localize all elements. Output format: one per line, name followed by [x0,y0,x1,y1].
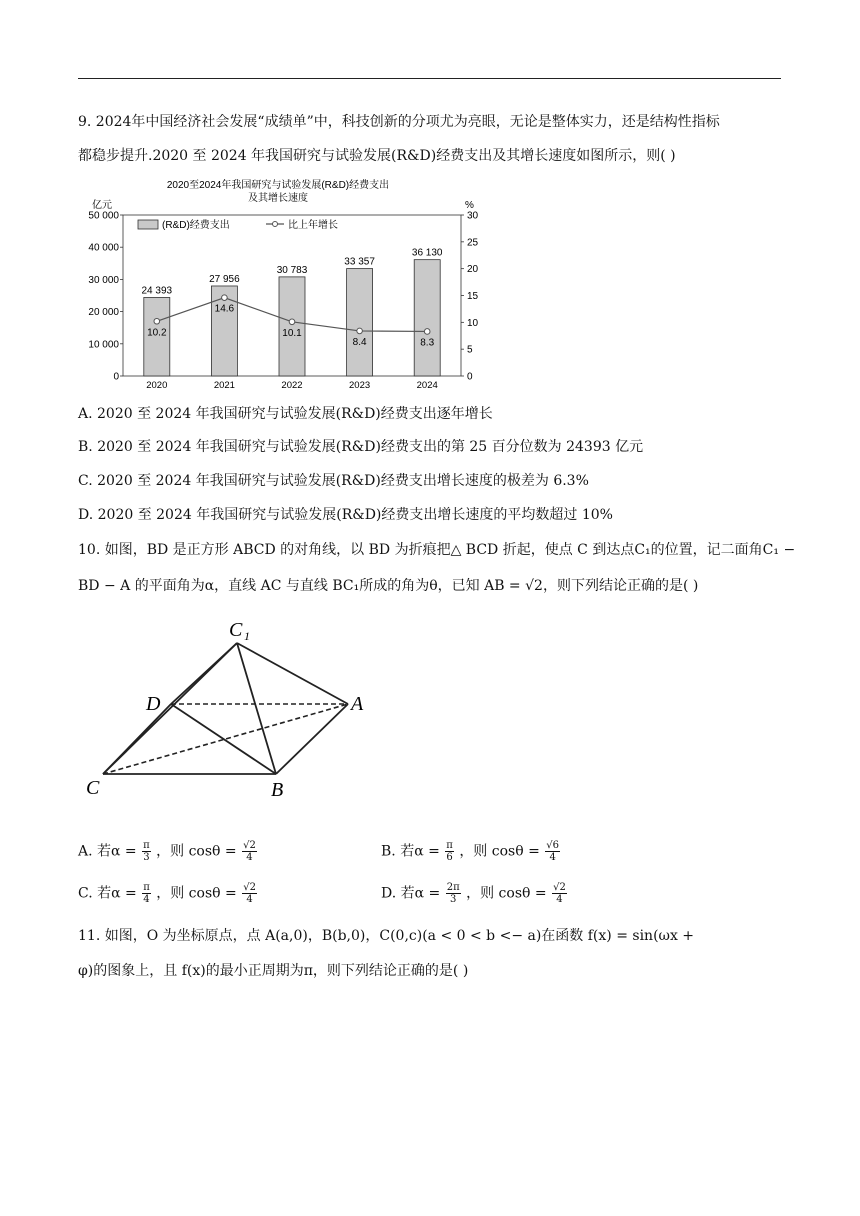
q10-option-c[interactable]: C. 若α = $\frac{\pi}{4}$ ，则 cosθ = $\frac{√2}{4}$ [78,882,256,905]
q9-option-d[interactable]: D. 2020 至 2024 年我国研究与试验发展(R&D)经费支出增长速度的平均数超过 10% [78,507,613,523]
left-tick-label: 10 000 [88,339,119,351]
growth-label-2022: 10.1 [282,327,302,339]
label-b: B [271,779,284,801]
category-label-2022: 2022 [281,380,303,391]
bar-label-2022: 30 783 [276,264,308,276]
right-tick-label: 25 [467,237,478,249]
growth-point-2020 [154,318,160,324]
legend-bar-swatch [138,220,158,229]
growth-point-2024 [424,329,430,335]
edge-c-c1 [103,643,237,774]
q9-option-c[interactable]: C. 2020 至 2024 年我国研究与试验发展(R&D)经费支出增长速度的极差为 6.3% [78,473,589,489]
chart-legend [138,218,338,231]
bar-2023 [347,269,373,376]
category-label-2020: 2020 [146,380,168,391]
header-rule [78,78,781,79]
q10-option-b[interactable]: B. 若α = $\frac{\pi}{6}$ ，则 cosθ = $\frac{√6}{4}$ [381,840,560,863]
right-tick-label: 20 [467,264,478,276]
q10-option-d[interactable]: D. 若α = $\frac{2\pi}{3}$ ，则 cosθ = $\frac{√2}{4}$ [381,882,566,905]
q10-option-a[interactable]: A. 若α = $\frac{\pi}{3}$ ，则 cosθ = $\frac{√2}{4}$ [78,840,256,863]
q10-stem-line1: 10. 如图，BD 是正方形 ABCD 的对角线，以 BD 为折痕把△ BCD 折起，使点 C 到达点C₁的位置，记二面角C₁ − [78,542,796,558]
label-c: C [86,777,100,799]
left-tick-label: 20 000 [88,307,119,319]
growth-label-2024: 8.3 [420,337,435,349]
q10-stem-line2: BD − A 的平面角为α，直线 AC 与直线 BC₁所成的角为θ，已知 AB = √2，则下列结论正确的是( ) [78,578,699,594]
bar-label-2023: 33 357 [344,256,375,268]
q9-stem-line1: 9. 2024年中国经济社会发展“成绩单”中，科技创新的分项尤为亮眼，无论是整体实力，还是结构性指标 [78,114,720,130]
right-tick-label: 0 [467,371,473,383]
q9-stem-line2: 都稳步提升.2020 至 2024 年我国研究与试验发展(R&D)经费支出及其增长速度如图所示，则( ) [78,148,676,164]
label-d: D [146,693,161,715]
growth-label-2021: 14.6 [214,303,235,315]
left-axis-unit: 亿元 [92,200,112,211]
edge-c1-b [237,643,276,774]
label-c1-subscript: 1 [244,629,250,643]
bar-2022 [279,277,305,376]
label-c1: C [229,619,243,641]
edge-d-b [171,704,276,774]
rd-expenditure-chart [78,178,478,393]
growth-point-2021 [222,295,228,301]
chart-title: 2020至2024年我国研究与试验发展(R&D)经费支出 [166,180,390,191]
growth-label-2020: 10.2 [147,327,167,339]
left-tick-label: 50 000 [88,210,119,222]
legend-line-label: 比上年增长 [288,220,338,231]
left-tick-label: 0 [113,371,119,383]
growth-point-2023 [357,328,363,334]
q9-option-b[interactable]: B. 2020 至 2024 年我国研究与试验发展(R&D)经费支出的第 25 百分位数为 24393 亿元 [78,439,644,455]
right-tick-label: 5 [467,344,473,356]
left-tick-label: 30 000 [88,274,119,286]
q11-stem-line2: φ)的图象上，且 f(x)的最小正周期为π，则下列结论正确的是( ) [78,963,469,979]
category-label-2021: 2021 [213,380,235,391]
left-tick-label: 40 000 [88,242,119,254]
category-label-2024: 2024 [416,380,438,391]
right-tick-label: 30 [467,210,478,222]
bar-label-2021: 27 956 [209,273,240,285]
chart-subtitle: 及其增长速度 [248,193,308,204]
growth-point-2022 [289,319,295,325]
bar-label-2020: 24 393 [141,285,173,297]
category-label-2023: 2023 [349,380,371,391]
bar-2024 [414,260,440,376]
folded-square-figure [78,612,378,807]
edge-c1-a [237,643,348,704]
right-tick-label: 10 [467,317,478,329]
legend-line-marker [273,222,278,227]
bar-label-2024: 36 130 [411,247,443,259]
q11-stem-line1: 11. 如图，O 为坐标原点，点 A(a,0)，B(b,0)，C(0,c)(a < 0 < b <− a)在函数 f(x) = sin(ωx + [78,928,695,944]
label-a: A [351,693,364,715]
q9-option-a[interactable]: A. 2020 至 2024 年我国研究与试验发展(R&D)经费支出逐年增长 [78,406,493,422]
right-tick-label: 15 [467,291,478,302]
growth-label-2023: 8.4 [352,336,367,348]
legend-bar-label: (R&D)经费支出 [162,220,230,231]
right-axis-unit: % [465,200,474,211]
